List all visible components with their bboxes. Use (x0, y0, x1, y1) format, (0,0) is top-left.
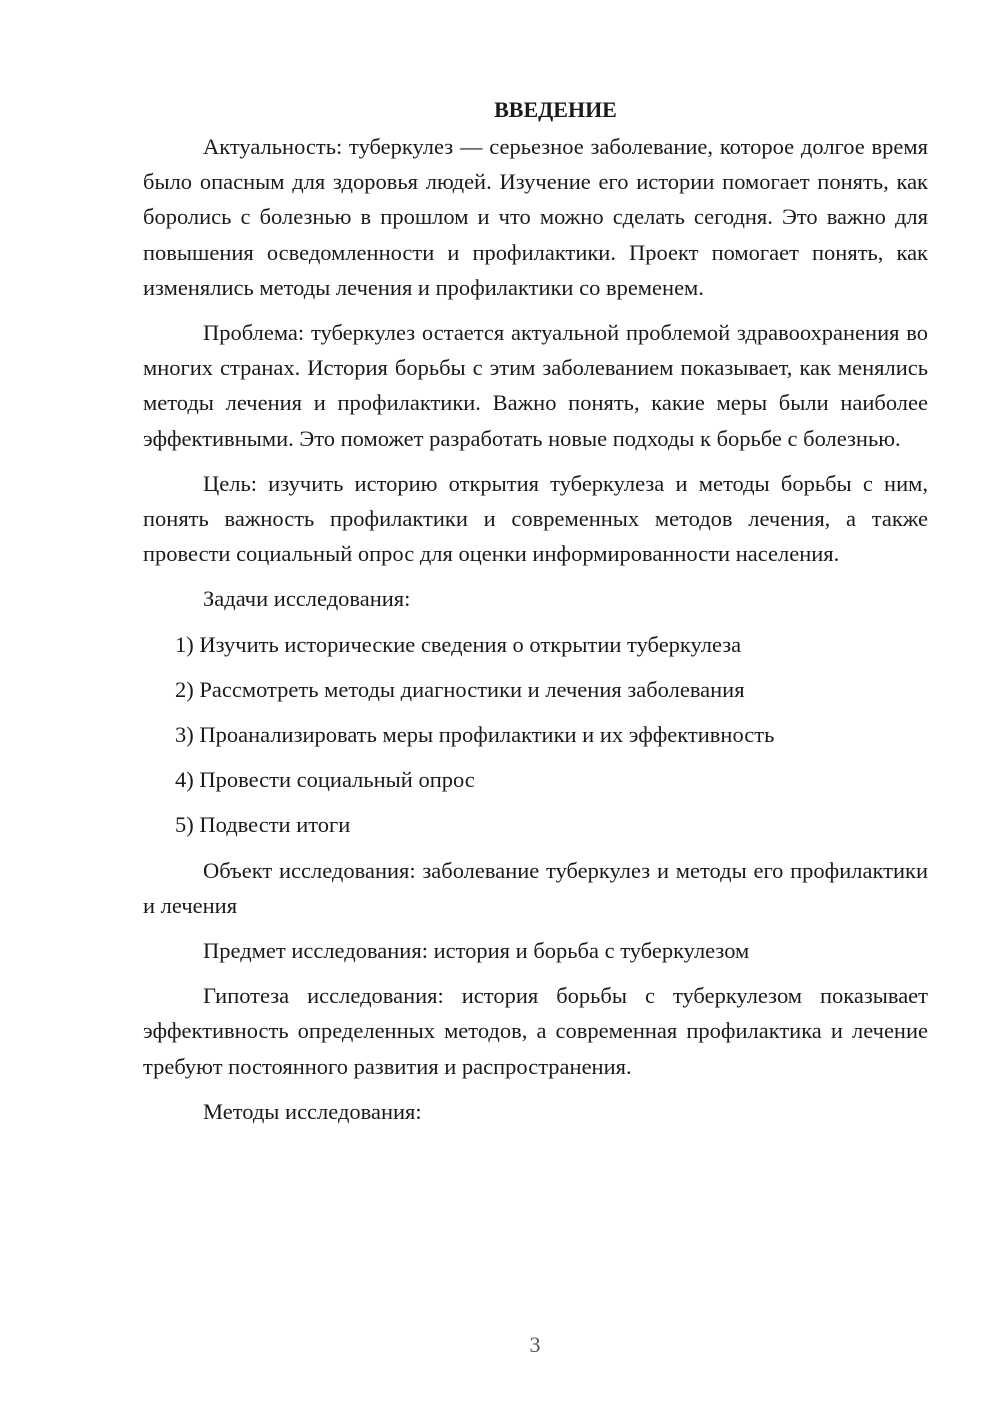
task-item: 3) Проанализировать меры профилактики и их эффективность (175, 722, 775, 748)
task-item: 4) Провести социальный опрос (175, 767, 475, 793)
tasks-heading: Задачи исследования: (203, 586, 411, 612)
object-paragraph: Объект исследования: заболевание туберкулез и методы его профилактики и лечения (143, 857, 928, 918)
document-page (143, 92, 928, 1129)
relevance-paragraph: Актуальность: туберкулез — серьезное заболевание, которое долгое время было опасным для здоровья людей. Изучение его истории помогает понять, как боролись с болезнью в прошлом и что можно сделать сегодня. Это важно для повышения осведомленности и профилактики. Проект помогает понять, как изменялись методы лечения и профилактики со временем. (143, 134, 928, 300)
hypothesis-paragraph: Гипотеза исследования: история борьбы с туберкулезом показывает эффективность определенных методов, а современная профилактика и лечение требуют постоянного развития и распространения. (143, 983, 928, 1079)
goal-paragraph: Цель: изучить историю открытия туберкулеза и методы борьбы с ним, понять важность профилактики и современных методов лечения, а также провести социальный опрос для оценки информированности населения. (143, 470, 928, 567)
methods-heading: Методы исследования: (203, 1098, 422, 1124)
problem-paragraph: Проблема: туберкулез остается актуальной проблемой здравоохранения во многих странах. История борьбы с этим заболеванием показывает, как менялись методы лечения и профилактики. Важно понять, какие меры были наиболее эффективными. Это поможет разработать новые подходы к борьбе с болезнью. (143, 320, 928, 451)
page-number: 3 (529, 1332, 541, 1357)
subject-paragraph: Предмет исследования: история и борьба с туберкулезом (203, 938, 750, 964)
task-item: 2) Рассмотреть методы диагностики и лечения заболевания (175, 676, 745, 702)
task-item: 1) Изучить исторические сведения о открытии туберкулеза (175, 631, 742, 657)
page-title: ВВЕДЕНИЕ (494, 97, 617, 122)
task-item: 5) Подвести итоги (175, 812, 351, 838)
